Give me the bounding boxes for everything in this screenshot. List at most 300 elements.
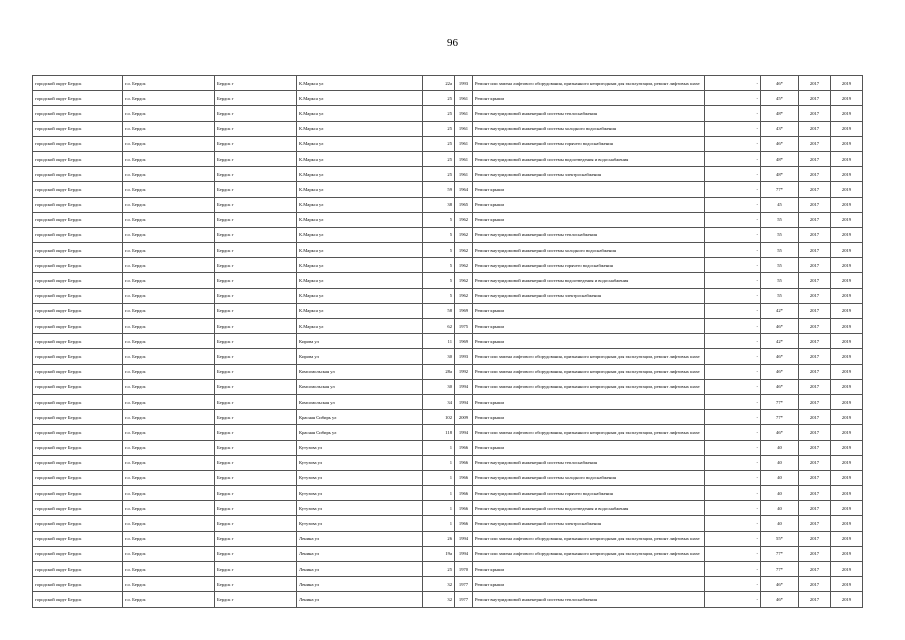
municipality-cell: г.о. Бердск <box>123 212 215 227</box>
end-year-cell: 2019 <box>831 440 863 455</box>
street-cell: К.Маркса ул <box>297 227 423 242</box>
repair-work-cell: Ремонт крыши <box>473 562 705 577</box>
start-year-cell: 2017 <box>799 364 831 379</box>
blank-cell: - <box>705 394 761 409</box>
cost-cell: 46* <box>761 349 799 364</box>
house-number-cell: 25 <box>423 91 455 106</box>
blank-cell: - <box>705 121 761 136</box>
district-cell: городской округ Бердск <box>33 76 123 91</box>
end-year-cell: 2019 <box>831 410 863 425</box>
cost-cell: 48* <box>761 151 799 166</box>
cost-cell: 42* <box>761 334 799 349</box>
cost-cell: 46* <box>761 592 799 607</box>
start-year-cell: 2017 <box>799 349 831 364</box>
house-number-cell: 1 <box>423 501 455 516</box>
locality-cell: Бердск г <box>215 151 297 166</box>
start-year-cell: 2017 <box>799 592 831 607</box>
municipality-cell: г.о. Бердск <box>123 319 215 334</box>
build-year-cell: 1969 <box>455 334 473 349</box>
start-year-cell: 2017 <box>799 151 831 166</box>
repair-work-cell: Ремонт крыши <box>473 334 705 349</box>
district-cell: городской округ Бердск <box>33 349 123 364</box>
repair-work-cell: Ремонт внутридомовой инженерной системы электроснабжения <box>473 516 705 531</box>
cost-cell: 46* <box>761 136 799 151</box>
table-row <box>33 212 863 227</box>
end-year-cell: 2019 <box>831 76 863 91</box>
street-cell: К.Маркса ул <box>297 182 423 197</box>
table-row <box>33 288 863 303</box>
house-number-cell: 25 <box>423 136 455 151</box>
house-number-cell: 118 <box>423 425 455 440</box>
district-cell: городской округ Бердск <box>33 425 123 440</box>
district-cell: городской округ Бердск <box>33 592 123 607</box>
cost-cell: 46* <box>761 425 799 440</box>
table-row <box>33 136 863 151</box>
end-year-cell: 2019 <box>831 243 863 258</box>
end-year-cell: 2019 <box>831 501 863 516</box>
end-year-cell: 2019 <box>831 136 863 151</box>
street-cell: Ленина ул <box>297 531 423 546</box>
blank-cell: - <box>705 379 761 394</box>
blank-cell: - <box>705 486 761 501</box>
municipality-cell: г.о. Бердск <box>123 227 215 242</box>
cost-cell: 40 <box>761 455 799 470</box>
end-year-cell: 2019 <box>831 349 863 364</box>
house-number-cell: 32 <box>423 592 455 607</box>
repair-work-cell: Ремонт крыши <box>473 303 705 318</box>
blank-cell: - <box>705 334 761 349</box>
repair-work-cell: Ремонт внутридомовой инженерной системы электроснабжения <box>473 288 705 303</box>
street-cell: Ленина ул <box>297 592 423 607</box>
start-year-cell: 2017 <box>799 410 831 425</box>
repair-work-cell: Ремонт или замена лифтового оборудования, признанного непригодным для эксплуатации, ремонт лифтовых шахт <box>473 531 705 546</box>
house-number-cell: 5 <box>423 212 455 227</box>
start-year-cell: 2017 <box>799 516 831 531</box>
build-year-cell: 2009 <box>455 410 473 425</box>
blank-cell: - <box>705 76 761 91</box>
table-row <box>33 167 863 182</box>
street-cell: Комсомольская ул <box>297 394 423 409</box>
start-year-cell: 2017 <box>799 243 831 258</box>
build-year-cell: 1994 <box>455 394 473 409</box>
municipality-cell: г.о. Бердск <box>123 592 215 607</box>
end-year-cell: 2019 <box>831 486 863 501</box>
locality-cell: Бердск г <box>215 440 297 455</box>
district-cell: городской округ Бердск <box>33 182 123 197</box>
repair-work-cell: Ремонт крыши <box>473 197 705 212</box>
cost-cell: 46* <box>761 76 799 91</box>
start-year-cell: 2017 <box>799 394 831 409</box>
house-number-cell: 30 <box>423 349 455 364</box>
cost-cell: 77* <box>761 182 799 197</box>
house-number-cell: 1 <box>423 455 455 470</box>
locality-cell: Бердск г <box>215 319 297 334</box>
start-year-cell: 2017 <box>799 562 831 577</box>
build-year-cell: 1962 <box>455 227 473 242</box>
locality-cell: Бердск г <box>215 182 297 197</box>
municipality-cell: г.о. Бердск <box>123 243 215 258</box>
repair-work-cell: Ремонт внутридомовой инженерной системы теплоснабжения <box>473 106 705 121</box>
municipality-cell: г.о. Бердск <box>123 121 215 136</box>
repair-work-cell: Ремонт внутридомовой инженерной системы горячего водоснабжения <box>473 258 705 273</box>
build-year-cell: 1977 <box>455 577 473 592</box>
start-year-cell: 2017 <box>799 136 831 151</box>
start-year-cell: 2017 <box>799 334 831 349</box>
house-number-cell: 5 <box>423 243 455 258</box>
cost-cell: 40 <box>761 440 799 455</box>
municipality-cell: г.о. Бердск <box>123 349 215 364</box>
repair-work-cell: Ремонт крыши <box>473 212 705 227</box>
cost-cell: 46* <box>761 319 799 334</box>
table-row <box>33 501 863 516</box>
municipality-cell: г.о. Бердск <box>123 91 215 106</box>
page-number: 96 <box>447 37 458 49</box>
end-year-cell: 2019 <box>831 364 863 379</box>
street-cell: К.Маркса ул <box>297 212 423 227</box>
end-year-cell: 2019 <box>831 151 863 166</box>
cost-cell: 77* <box>761 410 799 425</box>
locality-cell: Бердск г <box>215 212 297 227</box>
start-year-cell: 2017 <box>799 91 831 106</box>
table-body <box>33 76 863 608</box>
municipality-cell: г.о. Бердск <box>123 197 215 212</box>
table-row <box>33 364 863 379</box>
municipality-cell: г.о. Бердск <box>123 425 215 440</box>
street-cell: К.Маркса ул <box>297 319 423 334</box>
district-cell: городской округ Бердск <box>33 516 123 531</box>
house-number-cell: 102 <box>423 410 455 425</box>
repair-work-cell: Ремонт внутридомовой инженерной системы водоотведения и водоснабжения <box>473 273 705 288</box>
locality-cell: Бердск г <box>215 197 297 212</box>
end-year-cell: 2019 <box>831 197 863 212</box>
start-year-cell: 2017 <box>799 182 831 197</box>
blank-cell: - <box>705 516 761 531</box>
end-year-cell: 2019 <box>831 227 863 242</box>
build-year-cell: 1962 <box>455 258 473 273</box>
end-year-cell: 2019 <box>831 531 863 546</box>
end-year-cell: 2019 <box>831 182 863 197</box>
district-cell: городской округ Бердск <box>33 379 123 394</box>
district-cell: городской округ Бердск <box>33 273 123 288</box>
locality-cell: Бердск г <box>215 379 297 394</box>
build-year-cell: 1961 <box>455 106 473 121</box>
house-number-cell: 25 <box>423 151 455 166</box>
repair-work-cell: Ремонт внутридомовой инженерной системы электроснабжения <box>473 167 705 182</box>
end-year-cell: 2019 <box>831 106 863 121</box>
locality-cell: Бердск г <box>215 562 297 577</box>
house-number-cell: 25 <box>423 121 455 136</box>
house-number-cell: 5 <box>423 258 455 273</box>
repair-work-cell: Ремонт внутридомовой инженерной системы холодного водоснабжения <box>473 243 705 258</box>
street-cell: Кутузова ул <box>297 501 423 516</box>
locality-cell: Бердск г <box>215 501 297 516</box>
street-cell: К.Маркса ул <box>297 273 423 288</box>
start-year-cell: 2017 <box>799 273 831 288</box>
municipality-cell: г.о. Бердск <box>123 76 215 91</box>
build-year-cell: 1970 <box>455 562 473 577</box>
municipality-cell: г.о. Бердск <box>123 334 215 349</box>
blank-cell: - <box>705 531 761 546</box>
table-row <box>33 106 863 121</box>
repair-work-cell: Ремонт внутридомовой инженерной системы теплоснабжения <box>473 227 705 242</box>
municipality-cell: г.о. Бердск <box>123 106 215 121</box>
build-year-cell: 1961 <box>455 151 473 166</box>
blank-cell: - <box>705 151 761 166</box>
district-cell: городской округ Бердск <box>33 197 123 212</box>
cost-cell: 46* <box>761 364 799 379</box>
blank-cell: - <box>705 577 761 592</box>
cost-cell: 55 <box>761 288 799 303</box>
municipality-cell: г.о. Бердск <box>123 288 215 303</box>
table-row <box>33 410 863 425</box>
build-year-cell: 1992 <box>455 364 473 379</box>
start-year-cell: 2017 <box>799 440 831 455</box>
cost-cell: 77* <box>761 394 799 409</box>
locality-cell: Бердск г <box>215 410 297 425</box>
cost-cell: 40 <box>761 486 799 501</box>
start-year-cell: 2017 <box>799 76 831 91</box>
locality-cell: Бердск г <box>215 334 297 349</box>
table-row <box>33 151 863 166</box>
house-number-cell: 5 <box>423 273 455 288</box>
district-cell: городской округ Бердск <box>33 288 123 303</box>
municipality-cell: г.о. Бердск <box>123 546 215 561</box>
blank-cell: - <box>705 167 761 182</box>
table-row <box>33 516 863 531</box>
end-year-cell: 2019 <box>831 379 863 394</box>
locality-cell: Бердск г <box>215 486 297 501</box>
locality-cell: Бердск г <box>215 288 297 303</box>
district-cell: городской округ Бердск <box>33 227 123 242</box>
repair-work-cell: Ремонт крыши <box>473 394 705 409</box>
repair-work-cell: Ремонт крыши <box>473 577 705 592</box>
capital-repair-table <box>32 75 863 608</box>
build-year-cell: 1966 <box>455 501 473 516</box>
repair-work-cell: Ремонт внутридомовой инженерной системы холодного водоснабжения <box>473 121 705 136</box>
end-year-cell: 2019 <box>831 592 863 607</box>
build-year-cell: 1966 <box>455 470 473 485</box>
build-year-cell: 1993 <box>455 76 473 91</box>
house-number-cell: 25 <box>423 106 455 121</box>
locality-cell: Бердск г <box>215 364 297 379</box>
table-row <box>33 531 863 546</box>
start-year-cell: 2017 <box>799 258 831 273</box>
district-cell: городской округ Бердск <box>33 121 123 136</box>
district-cell: городской округ Бердск <box>33 91 123 106</box>
start-year-cell: 2017 <box>799 486 831 501</box>
locality-cell: Бердск г <box>215 76 297 91</box>
municipality-cell: г.о. Бердск <box>123 273 215 288</box>
locality-cell: Бердск г <box>215 470 297 485</box>
house-number-cell: 1 <box>423 486 455 501</box>
blank-cell: - <box>705 455 761 470</box>
build-year-cell: 1961 <box>455 91 473 106</box>
start-year-cell: 2017 <box>799 106 831 121</box>
street-cell: Кутузова ул <box>297 440 423 455</box>
district-cell: городской округ Бердск <box>33 440 123 455</box>
cost-cell: 77* <box>761 546 799 561</box>
municipality-cell: г.о. Бердск <box>123 577 215 592</box>
start-year-cell: 2017 <box>799 531 831 546</box>
street-cell: К.Маркса ул <box>297 106 423 121</box>
district-cell: городской округ Бердск <box>33 562 123 577</box>
district-cell: городской округ Бердск <box>33 243 123 258</box>
blank-cell: - <box>705 425 761 440</box>
house-number-cell: 32 <box>423 577 455 592</box>
repair-work-cell: Ремонт или замена лифтового оборудования, признанного непригодным для эксплуатации, ремонт лифтовых шахт <box>473 76 705 91</box>
cost-cell: 43* <box>761 121 799 136</box>
start-year-cell: 2017 <box>799 577 831 592</box>
build-year-cell: 1965 <box>455 197 473 212</box>
table-row <box>33 273 863 288</box>
locality-cell: Бердск г <box>215 516 297 531</box>
blank-cell: - <box>705 440 761 455</box>
district-cell: городской округ Бердск <box>33 167 123 182</box>
end-year-cell: 2019 <box>831 319 863 334</box>
end-year-cell: 2019 <box>831 516 863 531</box>
cost-cell: 46* <box>761 379 799 394</box>
cost-cell: 45* <box>761 91 799 106</box>
repair-work-cell: Ремонт или замена лифтового оборудования, признанного непригодным для эксплуатации, ремонт лифтовых шахт <box>473 379 705 394</box>
start-year-cell: 2017 <box>799 288 831 303</box>
locality-cell: Бердск г <box>215 531 297 546</box>
build-year-cell: 1962 <box>455 288 473 303</box>
locality-cell: Бердск г <box>215 273 297 288</box>
house-number-cell: 30 <box>423 379 455 394</box>
build-year-cell: 1966 <box>455 440 473 455</box>
table-row <box>33 379 863 394</box>
district-cell: городской округ Бердск <box>33 136 123 151</box>
build-year-cell: 1969 <box>455 303 473 318</box>
repair-work-cell: Ремонт внутридомовой инженерной системы горячего водоснабжения <box>473 486 705 501</box>
repair-work-cell: Ремонт внутридомовой инженерной системы водоотведения и водоснабжения <box>473 501 705 516</box>
blank-cell: - <box>705 91 761 106</box>
blank-cell: - <box>705 562 761 577</box>
start-year-cell: 2017 <box>799 167 831 182</box>
district-cell: городской округ Бердск <box>33 455 123 470</box>
municipality-cell: г.о. Бердск <box>123 440 215 455</box>
table-row <box>33 91 863 106</box>
end-year-cell: 2019 <box>831 562 863 577</box>
municipality-cell: г.о. Бердск <box>123 410 215 425</box>
district-cell: городской округ Бердск <box>33 577 123 592</box>
repair-work-cell: Ремонт крыши <box>473 91 705 106</box>
end-year-cell: 2019 <box>831 212 863 227</box>
blank-cell: - <box>705 182 761 197</box>
municipality-cell: г.о. Бердск <box>123 379 215 394</box>
end-year-cell: 2019 <box>831 288 863 303</box>
end-year-cell: 2019 <box>831 167 863 182</box>
cost-cell: 48* <box>761 106 799 121</box>
repair-work-cell: Ремонт крыши <box>473 319 705 334</box>
table-row <box>33 243 863 258</box>
repair-work-cell: Ремонт или замена лифтового оборудования, признанного непригодным для эксплуатации, ремонт лифтовых шахт <box>473 364 705 379</box>
table-row <box>33 562 863 577</box>
house-number-cell: 5 <box>423 227 455 242</box>
build-year-cell: 1994 <box>455 379 473 394</box>
table-row <box>33 227 863 242</box>
build-year-cell: 1964 <box>455 182 473 197</box>
municipality-cell: г.о. Бердск <box>123 486 215 501</box>
locality-cell: Бердск г <box>215 546 297 561</box>
street-cell: Комсомольская ул <box>297 364 423 379</box>
house-number-cell: 38 <box>423 197 455 212</box>
district-cell: городской округ Бердск <box>33 470 123 485</box>
table-row <box>33 486 863 501</box>
blank-cell: - <box>705 592 761 607</box>
locality-cell: Бердск г <box>215 243 297 258</box>
house-number-cell: 59 <box>423 182 455 197</box>
cost-cell: 55 <box>761 212 799 227</box>
house-number-cell: 58 <box>423 303 455 318</box>
blank-cell: - <box>705 227 761 242</box>
end-year-cell: 2019 <box>831 273 863 288</box>
blank-cell: - <box>705 546 761 561</box>
cost-cell: 55 <box>761 243 799 258</box>
municipality-cell: г.о. Бердск <box>123 167 215 182</box>
repair-work-cell: Ремонт внутридомовой инженерной системы холодного водоснабжения <box>473 470 705 485</box>
street-cell: Ленина ул <box>297 562 423 577</box>
cost-cell: 40 <box>761 470 799 485</box>
municipality-cell: г.о. Бердск <box>123 455 215 470</box>
house-number-cell: 1 <box>423 470 455 485</box>
table-row <box>33 197 863 212</box>
blank-cell: - <box>705 197 761 212</box>
street-cell: К.Маркса ул <box>297 197 423 212</box>
cost-cell: 55 <box>761 258 799 273</box>
blank-cell: - <box>705 501 761 516</box>
house-number-cell: 25 <box>423 167 455 182</box>
street-cell: Кирова ул <box>297 334 423 349</box>
street-cell: Комсомольская ул <box>297 379 423 394</box>
blank-cell: - <box>705 288 761 303</box>
table-row <box>33 425 863 440</box>
house-number-cell: 1 <box>423 516 455 531</box>
build-year-cell: 1966 <box>455 455 473 470</box>
district-cell: городской округ Бердск <box>33 319 123 334</box>
house-number-cell: 28а <box>423 364 455 379</box>
repair-work-cell: Ремонт внутридомовой инженерной системы горячего водоснабжения <box>473 136 705 151</box>
house-number-cell: 25 <box>423 562 455 577</box>
repair-work-cell: Ремонт крыши <box>473 410 705 425</box>
blank-cell: - <box>705 258 761 273</box>
start-year-cell: 2017 <box>799 319 831 334</box>
table-row <box>33 577 863 592</box>
start-year-cell: 2017 <box>799 470 831 485</box>
district-cell: городской округ Бердск <box>33 394 123 409</box>
repair-work-cell: Ремонт внутридомовой инженерной системы водоотведения и водоснабжения <box>473 151 705 166</box>
table-row <box>33 303 863 318</box>
street-cell: К.Маркса ул <box>297 91 423 106</box>
blank-cell: - <box>705 319 761 334</box>
table-row <box>33 455 863 470</box>
table-row <box>33 394 863 409</box>
municipality-cell: г.о. Бердск <box>123 394 215 409</box>
start-year-cell: 2017 <box>799 546 831 561</box>
table-row <box>33 592 863 607</box>
locality-cell: Бердск г <box>215 227 297 242</box>
blank-cell: - <box>705 212 761 227</box>
street-cell: Кутузова ул <box>297 486 423 501</box>
street-cell: Ленина ул <box>297 546 423 561</box>
cost-cell: 40 <box>761 501 799 516</box>
end-year-cell: 2019 <box>831 394 863 409</box>
build-year-cell: 1994 <box>455 531 473 546</box>
build-year-cell: 1962 <box>455 273 473 288</box>
street-cell: К.Маркса ул <box>297 303 423 318</box>
table-row <box>33 334 863 349</box>
municipality-cell: г.о. Бердск <box>123 136 215 151</box>
